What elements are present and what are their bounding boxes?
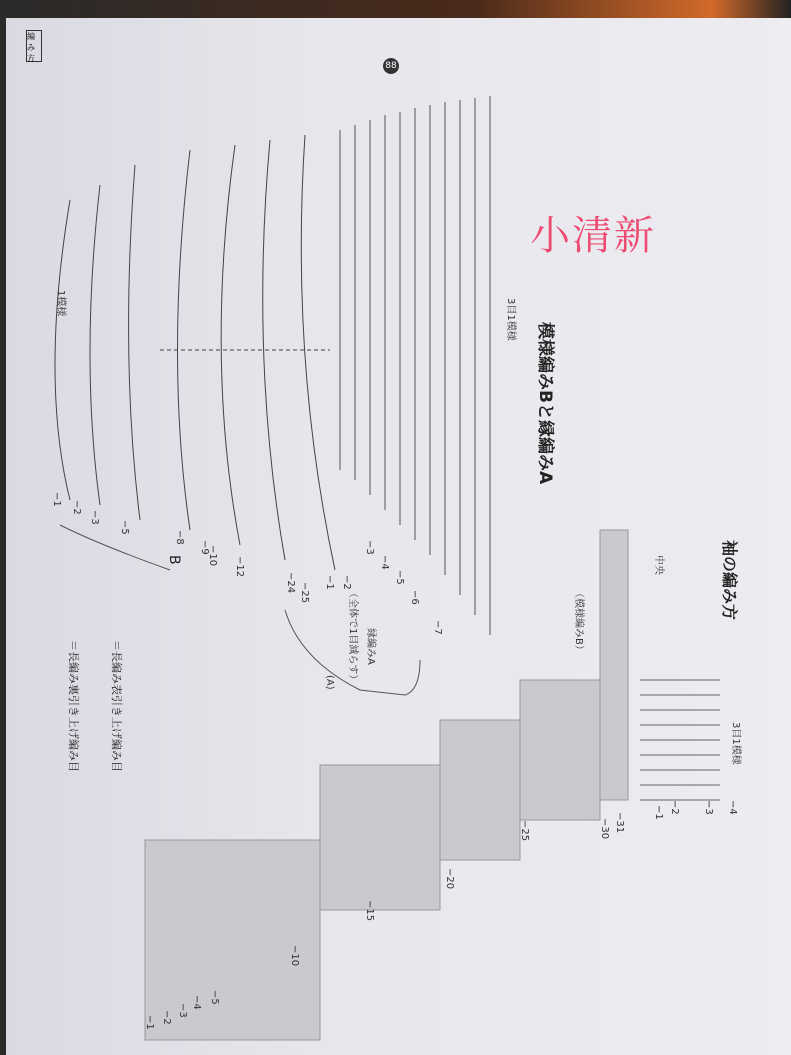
sleeve-row-mark: −5 xyxy=(209,990,220,1005)
page-tab: 編み方 xyxy=(26,30,42,62)
sleeve-row-mark: −25 xyxy=(519,820,530,842)
sleeve-row-mark: −10 xyxy=(289,945,300,967)
legend-back: ＝長編み裏引き上げ編み目 xyxy=(67,640,80,772)
sleeve-row-mark: −20 xyxy=(444,868,455,890)
sleeve-row-mark: −2 xyxy=(669,800,680,815)
row-mark-a: −1 xyxy=(324,575,335,590)
pattern-a-chart xyxy=(340,96,490,635)
row-mark-b: −5 xyxy=(119,520,130,535)
sleeve-row-mark: −4 xyxy=(727,800,738,815)
row-mark-b: −8 xyxy=(174,530,185,545)
section-a-label: (A) xyxy=(324,675,335,690)
row-mark-b: −12 xyxy=(234,556,245,578)
row-mark-b: −24 xyxy=(285,572,296,594)
legend-front: ＝長編み表引き上げ編み目 xyxy=(110,640,123,772)
chart-heading: 模様編みBと縁編みA xyxy=(535,322,555,485)
row-mark-b: −2 xyxy=(71,500,82,515)
row-mark-a: −6 xyxy=(409,590,420,605)
sleeve-row-mark: −3 xyxy=(703,800,714,815)
pattern-b-label: （模様編みB） xyxy=(573,588,584,655)
row-mark-a: −7 xyxy=(432,620,443,635)
row-mark-a: −4 xyxy=(379,555,390,570)
pattern-b-chart xyxy=(55,135,335,570)
sleeve-row-mark: −3 xyxy=(177,1003,188,1018)
sleeve-row-mark: −1 xyxy=(653,805,664,820)
sleeve-row-mark: −31 xyxy=(614,812,625,834)
sleeve-heading: 袖の編み方 xyxy=(720,540,739,621)
repeat-label-1: 1模様 xyxy=(55,290,66,317)
decrease-note: （全体で1目減らす） xyxy=(347,588,358,685)
sleeve-pattern-a xyxy=(640,680,720,800)
sleeve-row-mark: −15 xyxy=(364,900,375,922)
row-mark-b: −10 xyxy=(207,545,218,567)
repeat-label-3: 3目1模様 xyxy=(505,298,516,341)
section-b-label: B xyxy=(166,555,182,565)
sleeve-row-mark: −2 xyxy=(161,1010,172,1025)
row-mark-b: −9 xyxy=(199,540,210,555)
repeat-label-3b: 3目1模様 xyxy=(730,722,741,765)
row-mark-b: −1 xyxy=(51,492,62,507)
sleeve-row-mark: −4 xyxy=(191,995,202,1010)
row-mark-a: −2 xyxy=(341,575,352,590)
sleeve-chart xyxy=(145,530,628,1040)
section-b-bracket xyxy=(60,525,170,570)
row-mark-b: −3 xyxy=(89,510,100,525)
center-label: 中央 xyxy=(653,555,664,575)
watermark-text: 小清新 xyxy=(530,213,656,259)
row-mark-a: −3 xyxy=(364,540,375,555)
sleeve-row-mark: −30 xyxy=(599,818,610,840)
row-mark-b: −25 xyxy=(299,582,310,604)
sleeve-row-mark: −1 xyxy=(144,1015,155,1030)
page-number: 88 xyxy=(383,58,399,74)
edge-a-label: 縁編みA xyxy=(365,628,376,665)
row-mark-a: −5 xyxy=(394,570,405,585)
